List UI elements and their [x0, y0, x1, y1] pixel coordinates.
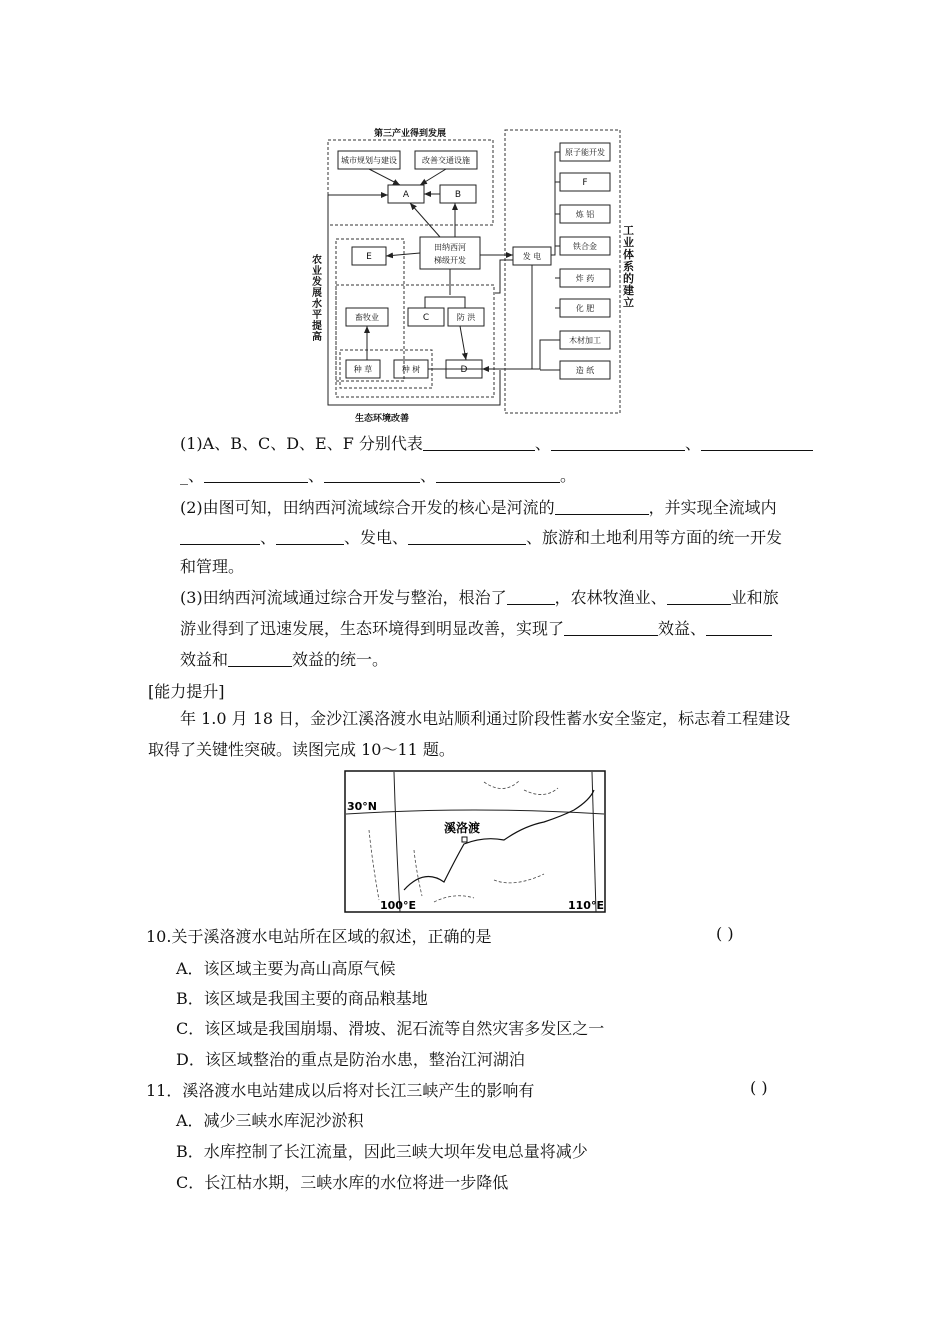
q9-part3-line2	[180, 619, 772, 639]
q9-part3-text-f: 效益和	[180, 650, 229, 669]
q9-part3-line1	[180, 588, 779, 608]
blank[interactable]	[324, 466, 420, 483]
fertilizer-label: 化 肥	[575, 304, 595, 313]
q9-part2-text-b: ，并实现全流域内	[648, 498, 777, 517]
label-D: D	[460, 365, 468, 375]
tertiary-group	[328, 140, 493, 225]
traffic-label: 改善交通设施	[422, 156, 470, 165]
q11-stem: 11．溪洛渡水电站建成以后将对长江三峡产生的影响有	[146, 1081, 535, 1100]
q9-part3-text-d: 游业得到了迅速发展，生态环境得到明显改善，实现了	[180, 619, 565, 638]
blank[interactable]	[507, 588, 555, 605]
blank[interactable]	[228, 650, 292, 667]
q9-part3-text-a: (3)田纳西河流域通过综合开发与整治，根治了	[180, 588, 507, 607]
grass-label: 种 草	[353, 365, 373, 374]
center-label-1: 田纳西河	[434, 243, 466, 252]
q11-answer-paren[interactable]: ( )	[750, 1078, 768, 1097]
intro-line-1: 年 1.0 月 18 日，金沙江溪洛渡水电站顺利通过阶段性蓄水安全鉴定，标志着工程建设	[180, 709, 791, 728]
xiluodu-map	[344, 770, 606, 913]
tertiary-title: 第三产业得到发展	[373, 129, 447, 139]
center-label-2: 梯级开发	[434, 256, 466, 265]
blank[interactable]	[276, 528, 344, 545]
q9-part1-line2	[180, 466, 576, 486]
q11-option-a[interactable]: A．减少三峡水库泥沙淤积	[176, 1111, 364, 1130]
eco-title: 生态环境改善	[354, 414, 410, 424]
q10-option-b[interactable]: B．该区域是我国主要的商品粮基地	[176, 989, 428, 1008]
q9-part3-text-b: ，农林牧渔业、	[554, 588, 667, 607]
label-B: B	[454, 190, 462, 200]
q11-option-b[interactable]: B．水库控制了长江流量，因此三峡大坝年发电总量将减少	[176, 1142, 588, 1161]
separator: 、	[684, 434, 701, 453]
q9-part2-text-d: 、旅游和土地利用等方面的统一开发	[526, 528, 783, 547]
blank[interactable]	[701, 434, 813, 451]
blank[interactable]	[551, 434, 685, 451]
lat-label: 30°N	[347, 800, 378, 813]
tennessee-development-diagram	[300, 125, 640, 425]
intro-line-2: 取得了关键性突破。读图完成 10～11 题。	[148, 740, 455, 759]
q9-part2-text-a: (2)由图可知，田纳西河流域综合开发的核心是河流的	[180, 498, 555, 517]
blank[interactable]	[667, 588, 731, 605]
separator: 、	[308, 466, 325, 485]
ferroalloy-label: 铁合金	[573, 242, 597, 251]
q9-part2-line3: 和管理。	[180, 557, 245, 576]
blank[interactable]	[408, 528, 526, 545]
blank[interactable]	[436, 466, 560, 483]
label-E: E	[366, 252, 372, 262]
q9-part1-text: (1)A、B、C、D、E、F 分别代表	[180, 434, 423, 453]
label-F: F	[582, 178, 588, 188]
label-A: A	[402, 190, 410, 200]
map-svg	[344, 770, 606, 913]
q9-part3-text-e: 效益、	[658, 619, 707, 638]
atomic-label: 原子能开发	[565, 148, 605, 157]
blank[interactable]	[555, 498, 649, 515]
blank[interactable]	[423, 434, 535, 451]
underscore: _	[180, 466, 188, 485]
agri-vertical-label: 农业发展水平提高	[312, 255, 322, 343]
q10-option-d[interactable]: D．该区域整治的重点是防治水患，整治江河湖泊	[176, 1050, 525, 1069]
period: 。	[560, 466, 577, 485]
q9-part2-line1	[180, 498, 777, 518]
trees-label: 种 树	[401, 365, 421, 374]
q9-part2-text-c: 、发电、	[344, 528, 409, 547]
q10-answer-paren[interactable]: ( )	[716, 924, 734, 943]
diagram-svg	[300, 125, 640, 425]
blank[interactable]	[180, 528, 260, 545]
lon-100-label: 100°E	[380, 899, 416, 912]
explosives-label: 炸 药	[575, 274, 595, 283]
power-label: 发 电	[522, 252, 542, 261]
separator: 、	[260, 528, 277, 547]
industry-vertical-label: 工业体系的建立	[623, 224, 634, 309]
q9-part3-text-c: 业和旅	[730, 588, 779, 607]
q11-option-c[interactable]: C．长江枯水期，三峡水库的水位将进一步降低	[176, 1173, 509, 1192]
map-frame	[345, 771, 605, 912]
label-C: C	[422, 313, 430, 323]
separator: 、	[188, 466, 205, 485]
q10-option-a[interactable]: A．该区域主要为高山高原气候	[176, 959, 396, 978]
q9-part3-text-g: 效益的统一。	[292, 650, 389, 669]
section-heading: [能力提升]	[148, 682, 225, 701]
blank[interactable]	[204, 466, 308, 483]
livestock-label: 畜牧业	[355, 313, 379, 322]
q10-option-c[interactable]: C．该区域是我国崩塌、滑坡、泥石流等自然灾害多发区之一	[176, 1019, 605, 1038]
q9-part1-line1	[180, 434, 813, 454]
separator: 、	[534, 434, 551, 453]
aluminum-label: 炼 铝	[575, 210, 595, 219]
site-label: 溪洛渡	[444, 821, 481, 835]
paper-label: 造 纸	[575, 366, 595, 375]
wood-label: 木材加工	[569, 336, 601, 345]
industry-group	[505, 130, 620, 413]
blank[interactable]	[706, 619, 772, 636]
q9-part2-line2	[180, 528, 782, 548]
q9-part3-line3	[180, 650, 388, 670]
separator: 、	[420, 466, 437, 485]
q10-stem: 10.关于溪洛渡水电站所在区域的叙述，正确的是	[146, 927, 492, 946]
eco-group	[336, 285, 494, 397]
urban-label: 城市规划与建设	[341, 156, 397, 165]
flood-label: 防 洪	[456, 313, 476, 322]
blank[interactable]	[564, 619, 658, 636]
lon-110-label: 110°E	[568, 899, 604, 912]
